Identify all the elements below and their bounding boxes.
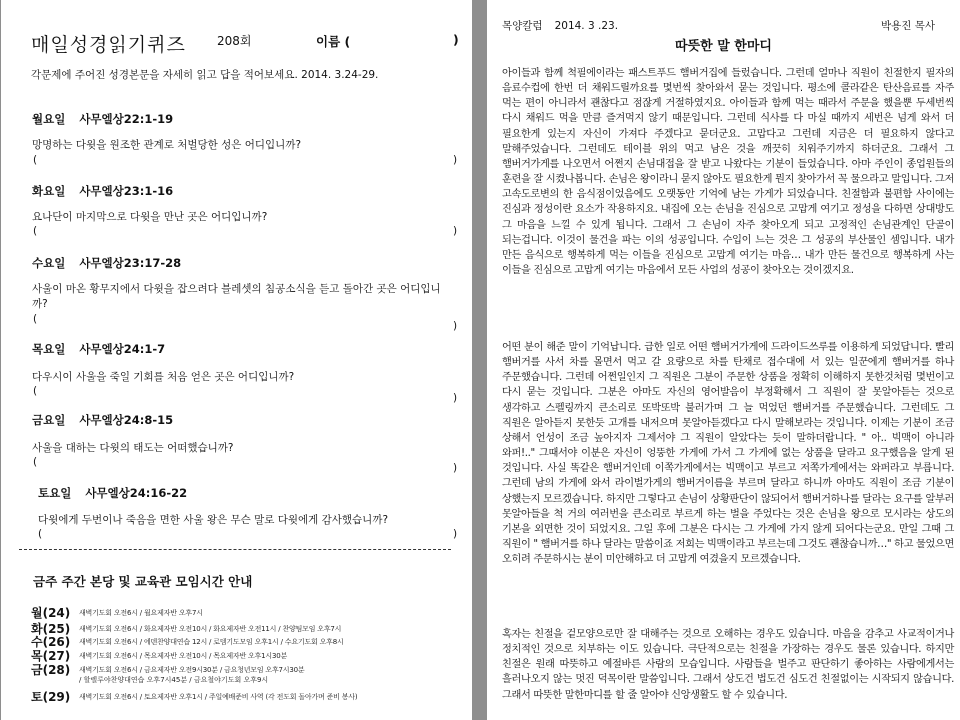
- day-label: 화요일: [32, 184, 66, 198]
- answer-open-paren: (: [38, 528, 43, 540]
- schedule-day: 토(29): [31, 690, 71, 704]
- answer-close-paren: ): [453, 154, 458, 166]
- answer-open-paren: (: [33, 456, 38, 468]
- schedule-text-continued: / 할렐루야찬양대연습 오후7시45분 / 금요철야기도회 오후9시: [79, 676, 269, 684]
- scripture-reference: 사무엘상23:17-28: [79, 256, 182, 270]
- schedule-day: 월(24): [31, 606, 71, 620]
- name-field-label: 이름 (: [316, 34, 351, 49]
- scripture-reference: 사무엘상22:1-19: [79, 112, 174, 126]
- schedule-row: [31, 659, 304, 675]
- day-label: 수요일: [32, 256, 66, 270]
- scripture-reference: 사무엘상24:8-15: [79, 413, 174, 427]
- schedule-text: 새벽기도회 오전6시 / 월요제자반 오후7시: [79, 608, 203, 617]
- day-heading-saturday: [38, 485, 187, 501]
- answer-close-paren: ): [453, 392, 458, 404]
- column-author: 박용진 목사: [880, 20, 935, 32]
- schedule-text: 새벽기도회 오전6시 / 에덴찬양대연습 12시 / 로뎀기도모임 오후1시 / 수요기도회 오후8시: [79, 637, 344, 646]
- schedule-day: 목(27): [31, 649, 71, 663]
- schedule-title: 금주 주간 본당 및 교육관 모임시간 안내: [33, 574, 253, 589]
- day-heading-monday: [32, 111, 173, 127]
- question-monday: 망명하는 다윗을 원조한 관계로 처벌당한 성은 어디입니까?: [32, 139, 302, 151]
- scripture-reference: 사무엘상24:16-22: [85, 486, 188, 500]
- day-label: 토요일: [38, 486, 72, 500]
- schedule-day: 금(28): [31, 663, 71, 677]
- quiz-issue-number: 208회: [217, 34, 252, 48]
- question-thursday: 다우시이 사울을 죽일 기회를 처음 얻은 곳은 어디입니까?: [32, 371, 295, 383]
- answer-open-paren: (: [33, 385, 38, 397]
- answer-close-paren: ): [453, 320, 458, 332]
- day-label: 목요일: [32, 342, 66, 356]
- scripture-reference: 사무엘상23:1-16: [79, 184, 174, 198]
- column-date: 2014. 3 .23.: [554, 20, 619, 32]
- schedule-text: 새벽기도회 오전6시 / 금요제자반 오전9시30분 / 금요청년모임 오후7시30분: [79, 665, 305, 674]
- section-divider: [19, 549, 451, 550]
- scripture-reference: 사무엘상24:1-7: [79, 342, 166, 356]
- question-tuesday: 요나단이 마지막으로 다윗을 만난 곳은 어디입니까?: [32, 211, 268, 223]
- answer-close-paren: ): [453, 462, 458, 474]
- column-page: [487, 0, 960, 720]
- column-paragraph-2: 어떤 분이 해준 말이 기억납니다. 급한 일로 어떤 햄버거가게에 드라이드쓰루를 이용하게 되었답니다. 빨리 햄버거를 사서 차를 몰면서 먹고 갈 요량으로 차를 탄채로 접수대에 서 있는 일꾼에게 햄버거를 하나 주문했습니다. 그런데 어쩐일인지 그 직원은 그분이 주문한 상품을 정확히 이해하지 못한것처럼 몇번이고 다시 묻는 것입니다. 그분은 아마도 자신의 영어발음이 부정확해서 그 직원이 잘 못알아듣는 것으로 생각하고 스펠링까지 큰소리로 또박또박 불러가며 그 늘 먹었던 햄버거를 주문했습니다. 그런데도 그 직원은 알아듣지 못한듯 고개를 내저으며 못알아듣겠다고 다시 말해보라는 것입니다. 이제는 기분이 조금 상해서 언성이 조금 높아지자 그제서야 그 직원이 알았다는 듯이 말하더랍니다. " 아.. 빅맥이 아니라 와퍼!.." 그때서야 이분은 자신이 엉뚱한 가게에 가서 그 가게에 없는 상품을 달라고 요구했음을 알게 된 것입니다. 사실 똑같은 햄버거인데 이쪽가게에서는 빅맥이고 부르고 저쪽가게에서는 와퍼라고 부릅니다. 그런데 남의 가게에 와서 라이벌가게의 햄버거이름을 부르며 달라고 하니까 아마도 직원이 조금 기분이 상했는지 모르겠습니다. 하지만 그렇다고 손님이 상황판단이 않되어서 햄버거하나를 달라는 요구를 알부러 못알아들을 척 거의 여러번을 큰소리로 부르게 하는 벌을 주었다는 것은 손님을 왕으로 모시라는 상도의 기본을 외면한 것이 되었지요. 그일 후에 그분은 다시는 그 가게에 가지 않게 되어다는군요. 만일 그때 그 직원이 " 햄버거를 하나 달라는 말씀이죠 저희는 빅맥이라고 부르는데 그것도 괜찮습니까…" 하고 물었으면 오히려 주문하시는 분이 미안해하고 더 고맙게 여겼을지 모르겠습니다.: [502, 342, 954, 566]
- question-friday: 사울을 대하는 다윗의 태도는 어떠했습니까?: [32, 442, 234, 454]
- answer-close-paren: ): [453, 225, 458, 237]
- quiz-page: [1, 0, 472, 720]
- answer-open-paren: (: [33, 225, 38, 237]
- column-header: [502, 18, 618, 33]
- schedule-text: 새벽기도회 오전6시 / 토요제자반 오후1시 / 주일예배준비 사역 (각 전도회 돌아가며 준비 봉사): [79, 692, 358, 701]
- schedule-row: [31, 602, 203, 618]
- column-title: 따뜻한 말 한마디: [675, 39, 772, 54]
- day-heading-tuesday: [32, 183, 173, 199]
- day-heading-wednesday: [32, 255, 181, 271]
- question-wednesday: 사울이 마온 황무지에서 다윗을 잡으려다 블레셋의 침공소식을 듣고 돌아간 곳은 어디입니까?: [32, 283, 441, 310]
- quiz-instructions: 각문제에 주어진 성경본문을 자세히 읽고 답을 적어보세요. 2014. 3.24-29.: [31, 69, 379, 81]
- day-heading-thursday: [32, 341, 165, 357]
- schedule-text: 새벽기도회 오전6시 / 목요제자반 오전10시 / 목요제자반 오후1시30분: [79, 651, 288, 660]
- question-saturday: 다윗에게 두번이나 죽음을 면한 사울 왕은 무슨 말로 다윗에게 감사했습니까?: [38, 514, 389, 526]
- column-paragraph-3: 혹자는 친절을 겉모양으로만 잘 대해주는 것으로 오해하는 경우도 있습니다. 마음을 감추고 사교적이거나 정치적인 것으로 치부하는 이도 있습니다. 극단적으로는 친절을 가장하는 경우도 물론 있습니다. 하지만 친절은 원래 따뜻하고 예절바른 사람의 모습입니다. 사람들을 벌주고 판단하기 좋아하는 사람에게서는 흘러나오지 않는 멋진 덕목이란 말씀입니다. 그래서 상도건 법도건 심도건 친절없이는 시작되지 않습니다. 그래서 따뜻한 말한마디를 할 줄 알아야 신앙생활도 할 수 있습니다.: [502, 629, 954, 701]
- day-label: 금요일: [32, 413, 66, 427]
- answer-open-paren: (: [33, 313, 38, 325]
- quiz-title: 매일성경읽기퀴즈: [31, 34, 186, 56]
- column-paragraph-1: 아이들과 함께 척필에이라는 패스트푸드 햄버거집에 들렀습니다. 그런데 얼마나 직원이 친절한지 필자의 음료수컵에 한번 더 채워드릴까요를 몇번씩 찾아와서 묻는 것입니다. 평소에 콜라같은 탄산음료를 자주 먹는 편이 아니라서 괜찮다고 점잖게 거절하였지요. 아이들과 함께 먹는 때라서 주문을 했을뿐 두세번씩 다시 채워드 먹을 만큼 즐겨먹지 않기 때문입니다. 그런데 식사를 다 마실 때까지 세번은 넘게 와서 더 필요한게 있는지 자신이 가져다 주겠다고 묻더군요. 고맙다고 그런데 지금은 더 필요하지 않다고 말해주었습니다. 그런데도 테이블 위의 먹고 남은 것을 깨끗히 치워주기까지 하더군요. 그래서 그 햄버거가게를 나오면서 어쩐지 손님대접을 잘 받고 나왔다는 기분이 들었습니다. 아마 주인이 종업원들의 훈련을 잘 시켰나봅니다. 손님은 왕이라니 묻지 않아도 필요한게 뭔지 찾아가서 꼭 물으라고 말입니다. 그저 고속도로변의 한 음식점이었음에도 오랫동안 기억에 남는 가게가 되었습니다. 친절함과 불편함 사이에는 진심과 정성이란 요소가 작용하지요. 내집에 오는 손님을 진심으로 고맙게 여기고 정성을 다하면 상대방도 그 마음을 느낄 수 있게 됩니다. 그래서 그 손님이 자주 찾아오게 되고 고정적인 손님관계인 단골이 되는겁니다. 이것이 물건을 파는 이의 성공입니다. 수입이 느는 것은 그 성공의 부산물인 셈입니다. 내가 만든 음식으로 행복하게 먹는 이들을 진심으로 고맙게 여기는 마음… 내가 만든 물건으로 행복하게 사는 이들을 진심으로 고맙게 여기는 마음에서 모든 사업의 성공이 찾아오는 것이겠지요.: [502, 68, 954, 277]
- answer-close-paren: ): [453, 528, 458, 540]
- column-label: 목양칼럼: [502, 20, 543, 32]
- answer-open-paren: (: [33, 154, 38, 166]
- schedule-text: 새벽기도회 오전6시 / 화요제자반 오전10시 / 화요제자반 오전11시 / 찬양팀모임 오후7시: [79, 624, 342, 633]
- schedule-day: 화(25): [31, 622, 71, 636]
- day-label: 월요일: [32, 112, 66, 126]
- schedule-day: 수(26): [31, 635, 71, 649]
- day-heading-friday: [32, 412, 173, 428]
- name-field-close: ): [453, 32, 459, 47]
- schedule-row: [31, 686, 357, 702]
